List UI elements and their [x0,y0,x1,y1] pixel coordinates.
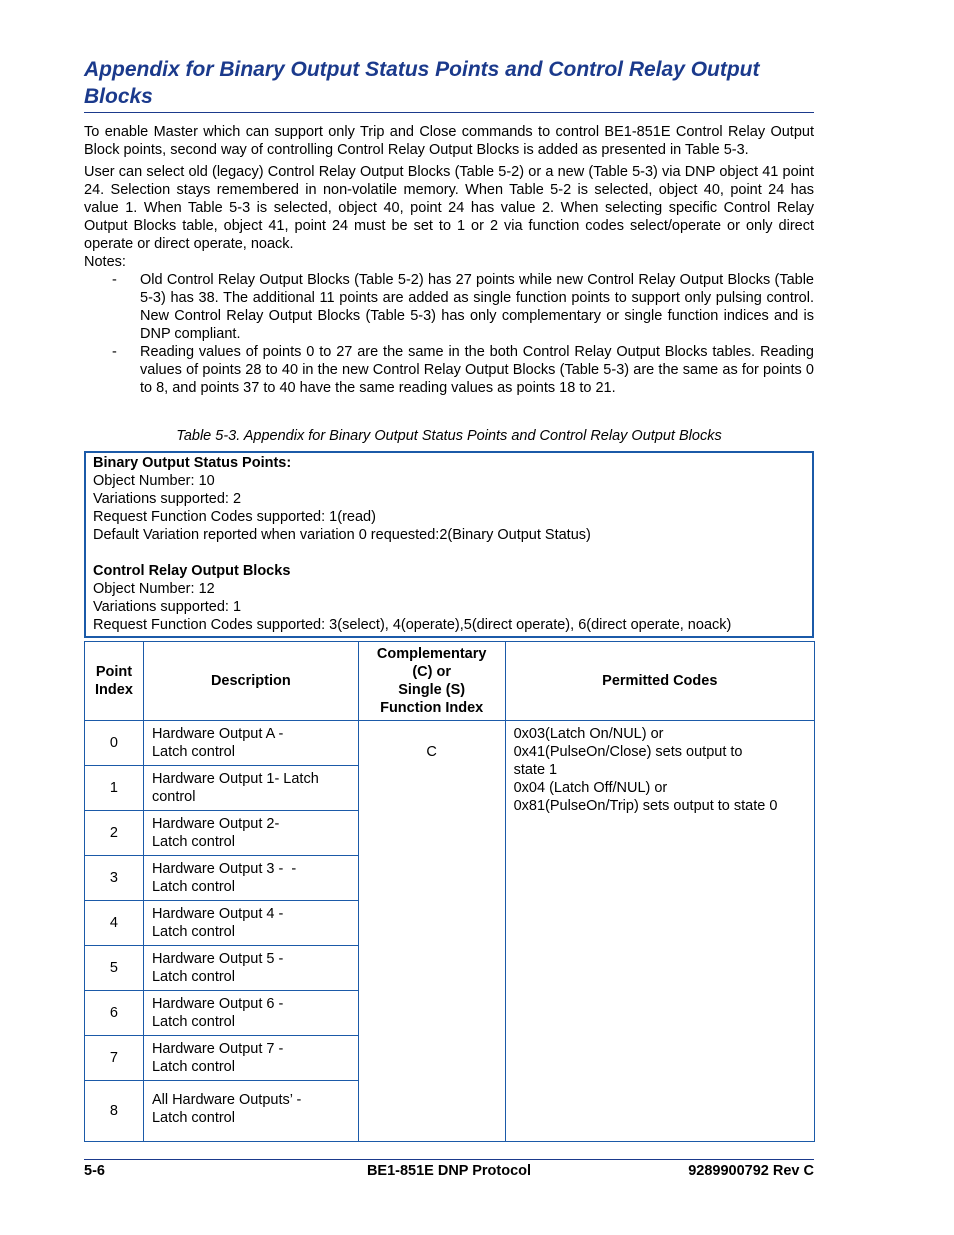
table-row [85,721,815,766]
header-text: Complementary [376,646,487,662]
points-table [84,641,815,1142]
codes-line: 0x41(PulseOn/Close) sets output to [513,744,743,760]
bos-line: Variations supported: 2 [93,491,242,507]
description-line: Latch control [151,879,235,895]
description-line: Hardware Output 5 - [151,951,284,967]
description-cell [143,901,358,946]
codes-line: state 1 [513,762,558,778]
header-text: (C) or [412,664,451,680]
note-text: Old Control Relay Output Blocks (Table 5-2) has 27 points while new Control Relay Output Blocks (Table 5-3) has 38. The additional 11 points are added as single function points to support only pulsing control. New Control Relay Output Blocks (Table 5-3) has only complementary or single function indices and is DNP compliant. [140,272,814,342]
description-line: Hardware Output 4 - [151,906,284,922]
complementary-cell: C [358,721,505,1142]
footer-revision: 9289900792 Rev C [688,1163,814,1179]
description-line: Latch control [151,744,235,760]
point-index-cell: 1 [85,766,144,811]
crob-title: Control Relay Output Blocks [93,563,291,579]
table-header-row [85,642,815,721]
description-cell [143,856,358,901]
description-cell [143,991,358,1036]
description-cell [143,1081,358,1142]
bos-title: Binary Output Status Points: [93,455,292,471]
description-line: Latch control [151,1014,235,1030]
notes-label: Notes: [84,254,126,270]
point-index-cell: 2 [85,811,144,856]
heading-rule [84,112,814,113]
point-index-cell: 7 [85,1036,144,1081]
codes-line: 0x81(PulseOn/Trip) sets output to state 0 [513,798,778,814]
header-text: Index [95,682,133,698]
header-point-index [85,642,144,721]
note-dash: - [112,272,117,288]
description-line: control [151,789,196,805]
note-dash: - [112,344,117,360]
description-line: Hardware Output A - [151,726,284,742]
description-line: Hardware Output 7 - [151,1041,284,1057]
description-line: Latch control [151,924,235,940]
description-line: Hardware Output 6 - [151,996,284,1012]
description-line: All Hardware Outputs’ - [151,1092,302,1108]
intro-paragraph: To enable Master which can support only Trip and Close commands to control BE1-851E Control Relay Output Block points, second way of controlling Control Relay Output Blocks is added as presented in Table 5-3. [84,124,814,158]
bos-line: Default Variation reported when variation 0 requested:2(Binary Output Status) [93,527,591,543]
codes-line: 0x03(Latch On/NUL) or [513,726,664,742]
object-info-box [84,451,814,638]
selection-paragraph: User can select old (legacy) Control Relay Output Blocks (Table 5-2) or a new (Table 5-3) via DNP object 41 point 24. Selection stays remembered in non-volatile memory. When Table 5-2 is selected, object 40, point 24 has value 1. When Table 5-3 is selected, object 40, point 24 has value 2. When selecting specific Control Relay Output Blocks table, object 41, point 24 must be set to 1 or 2 via function codes select/operate or only direct operate or direct operate, noack. [84,164,814,252]
header-text: Single (S) [398,682,466,698]
header-complementary [358,642,505,721]
crob-line: Request Function Codes supported: 3(select), 4(operate),5(direct operate), 6(direct operate, noack) [93,617,732,633]
info-spacer [93,544,805,562]
point-index-cell: 8 [85,1081,144,1142]
header-description: Description [143,642,358,721]
description-line: Hardware Output 1- Latch [151,771,319,787]
table-caption: Table 5-3. Appendix for Binary Output Status Points and Control Relay Output Blocks [176,428,722,444]
description-line: Latch control [151,1110,235,1126]
footer-page-number: 5-6 [84,1163,105,1179]
notes-list [84,271,814,397]
description-line: Latch control [151,834,235,850]
note-text: Reading values of points 0 to 27 are the same in the both Control Relay Output Blocks tables. Reading values of points 28 to 40 in the new Control Relay Output Blocks (Table 5-3) are the same as for points 0 to 8, and points 37 to 40 have the same reading values as points 18 to 21. [140,344,814,396]
description-cell [143,811,358,856]
description-cell [143,721,358,766]
permitted-codes-cell [505,721,814,1142]
page-content [84,56,814,1142]
page-heading: Appendix for Binary Output Status Points and Control Relay Output Blocks [84,58,760,108]
page-footer [84,1159,814,1179]
crob-line: Variations supported: 1 [93,599,242,615]
description-line: Latch control [151,1059,235,1075]
header-text: Point [95,664,133,680]
point-index-cell: 6 [85,991,144,1036]
point-index-cell: 3 [85,856,144,901]
description-cell [143,946,358,991]
point-index-cell: 4 [85,901,144,946]
point-index-cell: 0 [85,721,144,766]
point-index-cell: 5 [85,946,144,991]
crob-line: Object Number: 12 [93,581,215,597]
header-text: Function Index [380,700,484,716]
codes-line: 0x04 (Latch Off/NUL) or [513,780,668,796]
description-cell [143,1036,358,1081]
description-line: Latch control [151,969,235,985]
bos-line: Object Number: 10 [93,473,215,489]
note-item [84,343,814,397]
description-line: Hardware Output 2- [151,816,280,832]
note-item [84,271,814,343]
bos-line: Request Function Codes supported: 1(read) [93,509,376,525]
footer-doc-title: BE1-851E DNP Protocol [366,1163,532,1179]
description-line: Hardware Output 3 - - [151,861,297,877]
header-permitted-codes: Permitted Codes [505,642,814,721]
description-cell [143,766,358,811]
